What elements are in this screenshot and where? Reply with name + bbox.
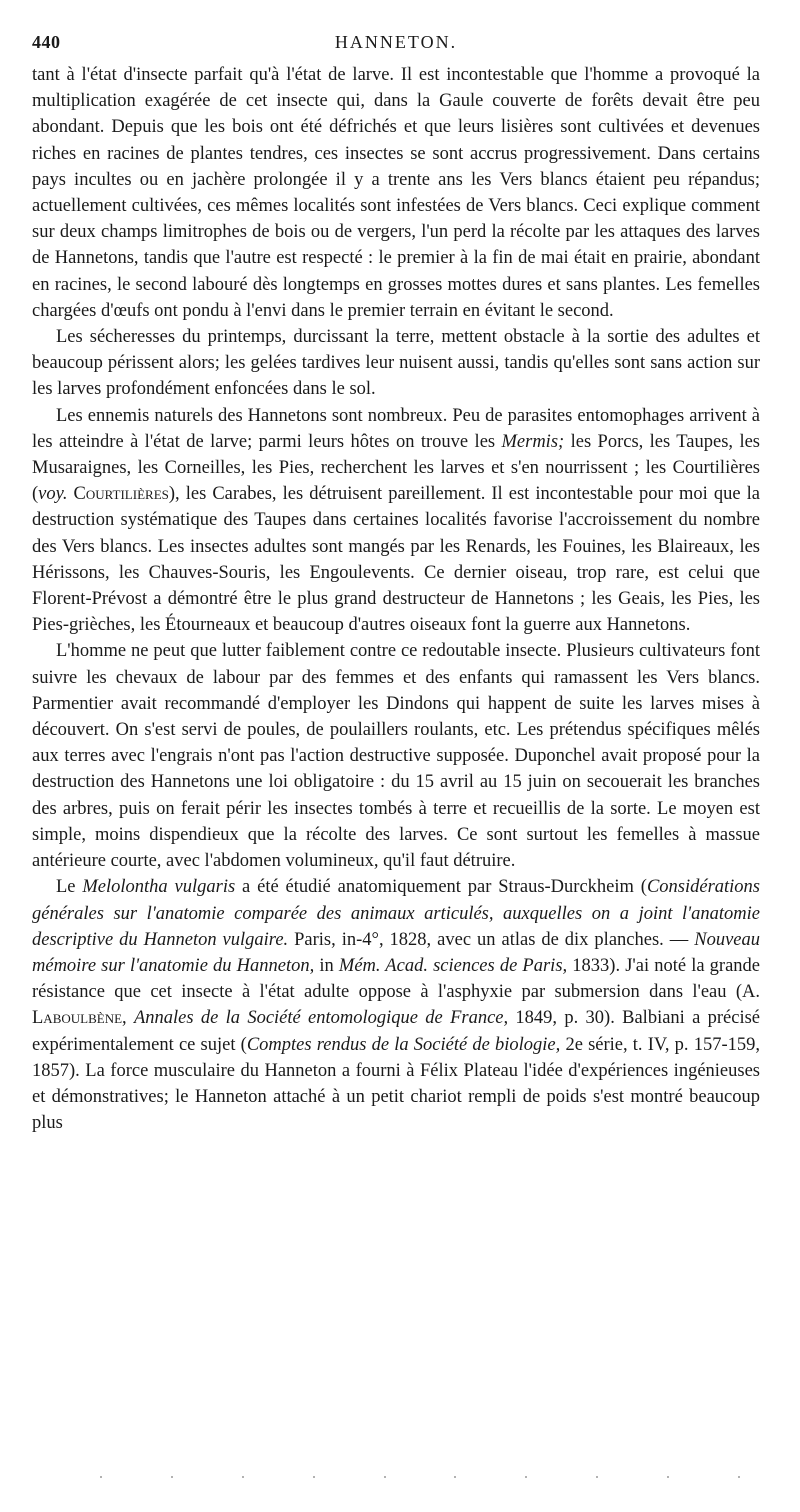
text-run: les Porcs, les Taupes, les Musaraignes, les Corneilles, les Pies, recherchent les larves et s'en nourrissent ; les Courtilières (	[32, 431, 760, 505]
paragraph-droughts	[32, 324, 760, 403]
page-number: 440	[32, 32, 61, 52]
dot-mark	[242, 1476, 244, 1478]
dot-mark	[667, 1476, 669, 1478]
dot-mark	[454, 1476, 456, 1478]
dot-mark	[525, 1476, 527, 1478]
italic-run: Considérations générales sur l'anatomie comparée des animaux articulés, auxquelles on a joint l'anatomie descriptive du Hanneton vulgaire.	[32, 877, 761, 950]
italic-run: Mermis;	[501, 431, 565, 452]
body-text	[32, 62, 760, 1136]
dot-mark	[384, 1476, 386, 1478]
italic-run: Annales de la Société entomologique de France,	[133, 1008, 509, 1029]
bottom-dot-marks	[100, 1476, 740, 1482]
text-run: Les ennemis naturels des Hannetons sont nombreux. Peu de parasites entomophages arrivent à les atteindre à l'état de larve; parmi leurs hôtes on trouve les	[32, 405, 760, 452]
dot-mark	[738, 1476, 740, 1478]
italic-run: voy.	[38, 484, 68, 505]
dot-mark	[313, 1476, 315, 1478]
italic-run: Melolontha vulgaris	[82, 877, 236, 898]
italic-run: Nouveau mémoire sur l'anatomie du Hanneton,	[32, 929, 760, 976]
text-run: 2e série, t. IV, p. 157-159, 1857). La force musculaire du Hanneton a fourni à Félix Plateau l'idée d'expériences ingénieuses et démonstratives; le Hanneton attaché à un petit chariot rempli de poids s'est montré beaucoup plus	[32, 1034, 760, 1134]
running-title: HANNETON.	[334, 32, 458, 52]
text-run: ), les Carabes, les détruisent pareillement. Il est incontestable pour moi que la destruction systématique des Taupes dans certaines localités favorise l'accroissement du nombre des Vers blancs. Les insectes adultes sont mangés par les Renards, les Fouines, les Blaireaux, les Hérissons, les Chauves-Souris, les Engoulevents. Ce dernier oiseau, trop rare, est celui que Florent-Prévost a démontré être le plus grand destructeur de Hannetons ; les Geais, les Pies, les Pies-grièches, les Étourneaux et beaucoup d'autres oiseaux font la guerre aux Hannetons.	[32, 484, 761, 636]
text-run: tant à l'état d'insecte parfait qu'à l'état de larve. Il est incontestable que l'homme a provoqué la multiplication exagérée de cet insecte qui, dans la Gaule couverte de forêts devait être peu abondant. Depuis que les bois ont été défrichés et que leurs lisières sont cultivées et devenues riches en racines de plantes tendres, ces insectes se sont accrus progressivement. Dans certains pays incultes ou en jachère prolongée il y a trente ans les Vers blancs étaient peu répandus; actuellement cultivées, ces mêmes localités sont infestées de Vers blancs. Ceci explique comment sur deux champs limitrophes de bois ou de vergers, l'un perd la récolte par les attaques des larves de Hannetons, tandis que l'autre est respecté : le premier à la fin de mai était en prairie, abondant en racines, le second labouré dès longtemps en grosses mottes dures et sans plantes. Les femelles chargées d'œufs ont pondu à l'envi dans le premier terrain en évitant le second.	[32, 65, 760, 321]
text-run: L'homme ne peut que lutter faiblement contre ce redoutable insecte. Plusieurs cultivateurs font suivre les chevaux de labour par des femmes et des enfants qui ramassent les Vers blancs. Parmentier avait recommandé d'employer les Dindons qui happent de suite les larves mises à découvert. On s'est servi de poules, de poulaillers roulants, etc. Les prétendus spécifiques mêlés aux terres avec l'engrais n'ont pas l'action destructive supposée. Duponchel avait proposé pour la destruction des Hannetons une loi obligatoire : du 15 avril au 15 juin on secouerait les branches des arbres, puis on ferait périr les insectes tombés à terre et recueillis de la sorte. Le moyen est simple, moins dispendieux que la récolte des larves. Ce sont surtout les femelles à massue antérieure courte, avec l'abdomen volumineux, qu'il faut détruire.	[32, 641, 760, 872]
text-run: 1849, p. 30). Balbiani a précisé expérimentalement ce sujet (	[32, 1008, 761, 1055]
text-run: Le	[56, 877, 83, 898]
paragraph-continuation	[32, 62, 760, 324]
text-run: ,	[122, 1008, 134, 1029]
italic-run: Comptes rendus de la Société de biologie,	[246, 1034, 561, 1055]
text-run: 1833). J'ai noté la grande résistance que cet insecte à l'état adulte oppose à l'asphyxie par submersion dans l'eau (A.	[32, 955, 761, 1003]
paragraph-natural-enemies	[32, 403, 760, 639]
dot-mark	[100, 1476, 102, 1478]
dot-mark	[171, 1476, 173, 1478]
paragraph-human-control	[32, 638, 760, 874]
text-run: Paris, in-4°, 1828, avec un atlas de dix planches. —	[288, 929, 695, 950]
page-header	[32, 32, 760, 56]
dot-mark	[596, 1476, 598, 1478]
smallcaps-run: Courtilières	[73, 484, 169, 505]
text-run: Les sécheresses du printemps, durcissant la terre, mettent obstacle à la sortie des adultes et beaucoup périssent alors; les gelées tardives leur nuisent aussi, tandis qu'elles sont sans action sur les larves profondément enfoncées dans le sol.	[32, 327, 760, 400]
text-run: a été étudié anatomiquement par Straus-Durckheim (	[235, 877, 647, 898]
smallcaps-run: Laboulbène	[32, 1008, 123, 1029]
paragraph-anatomy	[32, 874, 760, 1136]
text-run: in	[314, 955, 339, 976]
italic-run: Mém. Acad. sciences de Paris,	[338, 955, 568, 976]
